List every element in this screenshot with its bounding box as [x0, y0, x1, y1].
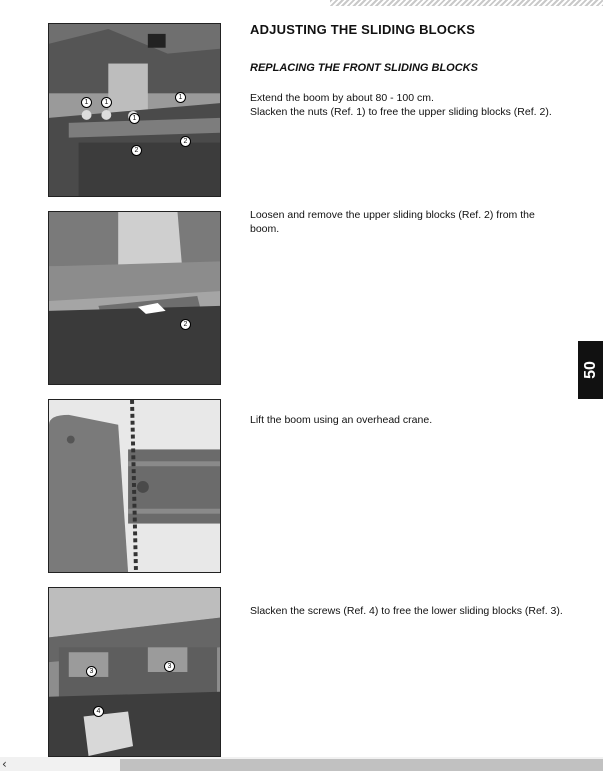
step-2-photo	[48, 211, 221, 385]
callout-ref-2: 2	[180, 319, 191, 330]
step-4-text	[250, 604, 580, 618]
callout-ref-4: 4	[93, 706, 104, 717]
step-1-photo	[48, 23, 221, 197]
step-1-line: Slacken the nuts (Ref. 1) to free the upper sliding blocks (Ref. 2).	[250, 106, 552, 118]
callout-ref-1: 1	[129, 113, 140, 124]
callout-ref-3: 3	[164, 661, 175, 672]
header-decoration	[330, 0, 603, 6]
step-4-photo	[48, 587, 221, 757]
section-number: 50	[581, 361, 599, 379]
page-title: ADJUSTING THE SLIDING BLOCKS	[250, 22, 476, 37]
step-1-line: Extend the boom by about 80 - 100 cm.	[250, 92, 434, 104]
callout-ref-1: 1	[175, 92, 186, 103]
step-2-line: boom.	[250, 223, 280, 235]
callout-ref-3: 3	[86, 666, 97, 677]
step-3-photo	[48, 399, 221, 573]
callout-ref-1: 1	[81, 97, 92, 108]
step-4-line: Slacken the screws (Ref. 4) to free the lower sliding blocks (Ref. 3).	[250, 605, 563, 617]
callout-ref-2: 2	[131, 145, 142, 156]
callout-ref-1: 1	[101, 97, 112, 108]
step-1-text	[250, 91, 580, 119]
page-subtitle: REPLACING THE FRONT SLIDING BLOCKS	[250, 62, 478, 74]
callout-ref-2: 2	[180, 136, 191, 147]
horizontal-scrollbar[interactable]	[0, 757, 603, 771]
step-3-text	[250, 413, 580, 427]
scroll-left-arrow-icon[interactable]: ‹	[2, 757, 7, 771]
step-2-text	[250, 208, 580, 236]
scrollbar-thumb[interactable]	[120, 759, 603, 771]
step-2-line: Loosen and remove the upper sliding blocks (Ref. 2) from the	[250, 209, 535, 221]
section-tab	[578, 341, 603, 399]
step-3-line: Lift the boom using an overhead crane.	[250, 414, 433, 426]
